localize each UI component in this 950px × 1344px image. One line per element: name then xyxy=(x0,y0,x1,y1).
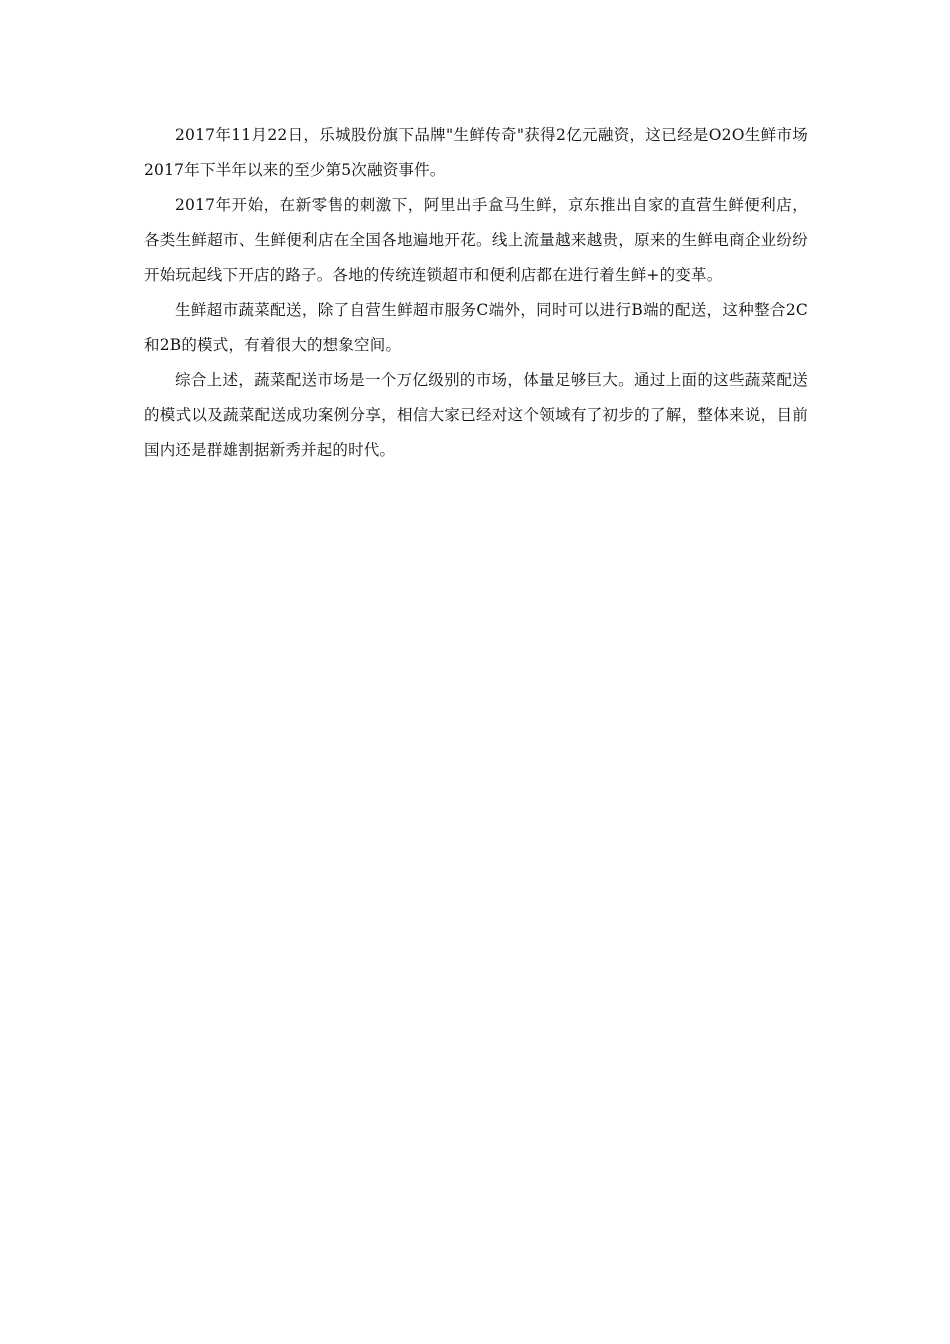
document-body xyxy=(144,118,808,468)
paragraph-financing-news: 2017年11月22日，乐城股份旗下品牌"生鲜传奇"获得2亿元融资，这已经是O2O生鲜市场2017年下半年以来的至少第5次融资事件。 xyxy=(144,126,808,179)
paragraph-2c-2b-model: 生鲜超市蔬菜配送，除了自营生鲜超市服务C端外，同时可以进行B端的配送，这种整合2C和2B的模式，有着很大的想象空间。 xyxy=(144,301,808,354)
paragraph-new-retail: 2017年开始，在新零售的刺激下，阿里出手盒马生鲜，京东推出自家的直营生鲜便利店，各类生鲜超市、生鲜便利店在全国各地遍地开花。线上流量越来越贵，原来的生鲜电商企业纷纷开始玩起线下开店的路子。各地的传统连锁超市和便利店都在进行着生鲜+的变革。 xyxy=(144,196,808,284)
paragraph-summary: 综合上述，蔬菜配送市场是一个万亿级别的市场，体量足够巨大。通过上面的这些蔬菜配送的模式以及蔬菜配送成功案例分享，相信大家已经对这个领域有了初步的了解，整体来说，目前国内还是群雄割据新秀并起的时代。 xyxy=(144,371,808,459)
